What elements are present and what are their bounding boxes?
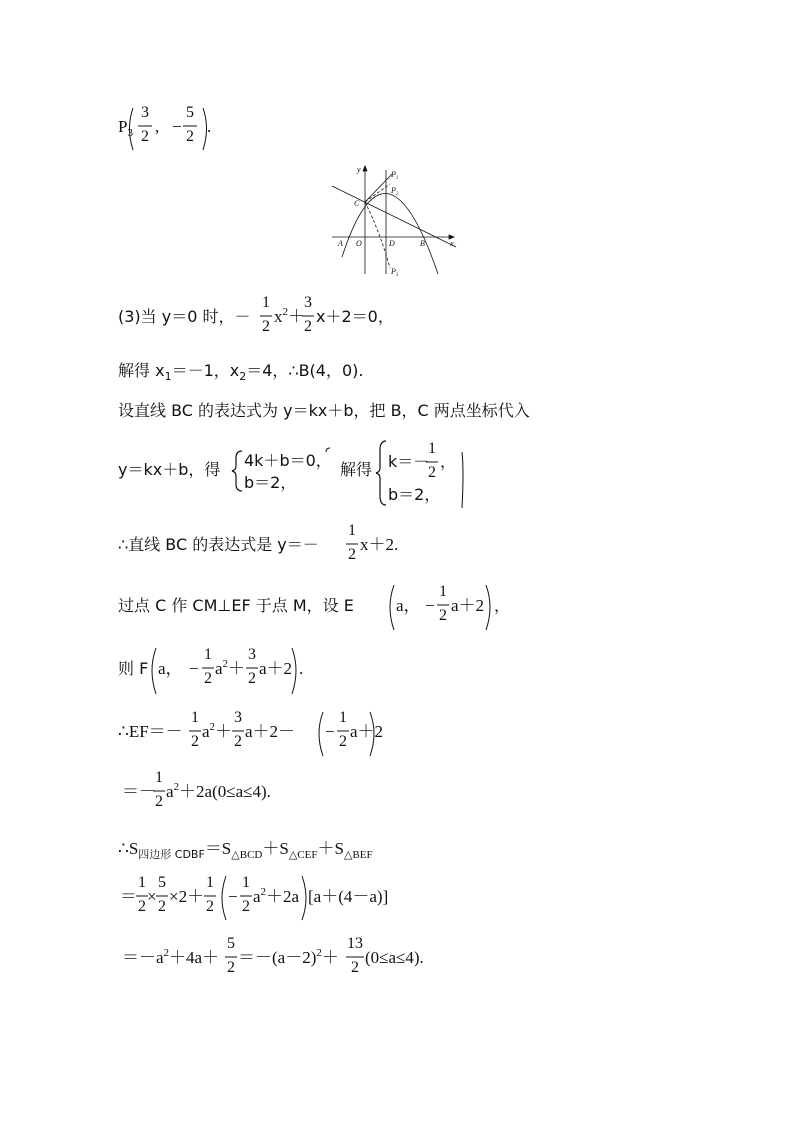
minus: − xyxy=(228,887,238,906)
line-13-mid: ×2＋ xyxy=(169,887,205,906)
minus: − xyxy=(189,659,199,678)
system2-row1: k＝－ xyxy=(388,452,430,471)
label-o: O xyxy=(356,239,362,248)
frac-num: 1 xyxy=(206,874,214,891)
frac-den: 2 xyxy=(138,898,146,915)
frac-den: 2 xyxy=(155,793,163,810)
label-b: B xyxy=(420,239,425,248)
label-d: D xyxy=(389,239,395,248)
line-14-mid: $=-(a-2)^2+$ xyxy=(238,947,339,967)
line-13-end: [a＋(4－a)] xyxy=(308,887,389,906)
frac-num: 5 xyxy=(227,935,235,952)
comma: ， xyxy=(440,452,457,471)
label-x: x xyxy=(450,239,454,248)
line-13-expr: $a^2+2a$ xyxy=(253,886,300,906)
frac-num: 1 xyxy=(339,709,347,726)
frac-den: 2 xyxy=(141,128,149,145)
label-c: C xyxy=(354,199,360,208)
line-10-start: ∴EF＝－ xyxy=(118,722,183,741)
frac-num: 1 xyxy=(439,583,447,600)
period: . xyxy=(207,117,212,136)
minus: − xyxy=(325,722,335,741)
frac-num: 5 xyxy=(158,874,166,891)
frac-den: 2 xyxy=(191,733,199,750)
y-axis-arrow xyxy=(363,166,367,171)
solve-label: 解得 xyxy=(340,460,373,479)
line-9-a: a， xyxy=(158,659,183,678)
system1-row2: b＝2， xyxy=(244,473,297,492)
line-cp1 xyxy=(365,174,392,202)
frac-num: 1 xyxy=(262,294,270,311)
comma: ， xyxy=(494,596,511,615)
frac-num: 1 xyxy=(191,709,199,726)
frac-den: 2 xyxy=(206,898,214,915)
frac-num: 1 xyxy=(242,874,250,891)
line-13-start: ＝ xyxy=(120,887,137,906)
line-10-mid: a＋2－ xyxy=(245,722,296,741)
frac-den: 2 xyxy=(242,898,250,915)
frac-num: 1 xyxy=(348,522,356,539)
line-7-end: x＋2. xyxy=(360,535,399,554)
frac-num: 5 xyxy=(186,104,194,121)
label-p3: $P_3$ xyxy=(391,267,399,278)
line-6-start: y＝kx＋b，得 xyxy=(118,460,221,479)
label-p2: $P_2$ xyxy=(391,186,399,197)
line-14-start: $=-a^2+4a+$ xyxy=(122,947,220,967)
line-8-a: a， xyxy=(396,596,421,615)
frac-den: 2 xyxy=(186,128,194,145)
label-a: A xyxy=(338,239,343,248)
frac-num: 1 xyxy=(428,440,436,457)
line-9-expr: a＋2 xyxy=(259,659,293,678)
frac-den: 2 xyxy=(439,607,447,624)
parabola-figure xyxy=(328,162,460,280)
line-3-start: (3)当 y＝0 时，－ xyxy=(118,307,251,326)
frac-num: 3 xyxy=(234,709,242,726)
minus: − xyxy=(172,117,182,136)
label-y: y xyxy=(357,165,361,174)
frac-num: 3 xyxy=(304,294,312,311)
line-9-start: 则 F xyxy=(118,659,149,678)
frac-den: 2 xyxy=(227,959,235,976)
line-8-expr: a＋2 xyxy=(451,596,485,615)
frac-den: 2 xyxy=(351,959,359,976)
frac-num: 1 xyxy=(204,646,212,663)
frac-den: 2 xyxy=(304,318,312,335)
frac-den: 2 xyxy=(348,546,356,563)
line-10-end: a＋2 xyxy=(350,722,384,741)
frac-den: 2 xyxy=(339,733,347,750)
line-3-x2: $x^2+$ xyxy=(274,306,305,326)
line-4: 解得 $x_1=-1$，$x_2=4$，∴B(4，0). xyxy=(118,361,364,383)
frac-den: 2 xyxy=(234,733,242,750)
frac-num: 13 xyxy=(347,935,363,952)
line-bc xyxy=(332,186,456,247)
line-11-start: ＝－ xyxy=(122,782,156,801)
frac-num: 3 xyxy=(141,104,149,121)
line-9-a2: $a^2+$ xyxy=(215,658,246,678)
label-p1: $P_1$ xyxy=(391,170,399,181)
line-11-end: $a^2+2a(0\le a\le 4)$. xyxy=(166,781,271,801)
line-8-start: 过点 C 作 CM⊥EF 于点 M，设 E xyxy=(118,596,354,615)
system1-row1: 4k＋b＝0， xyxy=(244,451,332,470)
line-12: $\therefore S_{四边形 CDBF}=S_{\triangle BCD}+S_{\triangle CEF}+S_{\triangle BEF}$ xyxy=(118,839,373,861)
frac-den: 2 xyxy=(204,670,212,687)
frac-num: 1 xyxy=(155,769,163,786)
minus: − xyxy=(425,596,435,615)
frac-num: 3 xyxy=(248,646,256,663)
frac-den: 2 xyxy=(262,318,270,335)
p3-label: $P_3$ xyxy=(118,117,133,139)
times: × xyxy=(147,887,157,906)
frac-den: 2 xyxy=(248,670,256,687)
frac-den: 2 xyxy=(428,464,436,481)
comma: , xyxy=(155,117,160,136)
frac-num: 1 xyxy=(138,874,146,891)
line-3-end: x＋2＝0， xyxy=(316,307,394,326)
line-14-end: (0≤a≤4). xyxy=(365,948,424,967)
line-7-start: ∴直线 BC 的表达式是 y＝－ xyxy=(118,535,319,554)
line-10-a2: $a^2+$ xyxy=(202,721,233,741)
frac-den: 2 xyxy=(158,898,166,915)
system2-row2: b＝2， xyxy=(388,485,441,504)
line-5: 设直线 BC 的表达式为 y＝kx＋b，把 B，C 两点坐标代入 xyxy=(118,401,530,420)
period: . xyxy=(299,659,304,678)
